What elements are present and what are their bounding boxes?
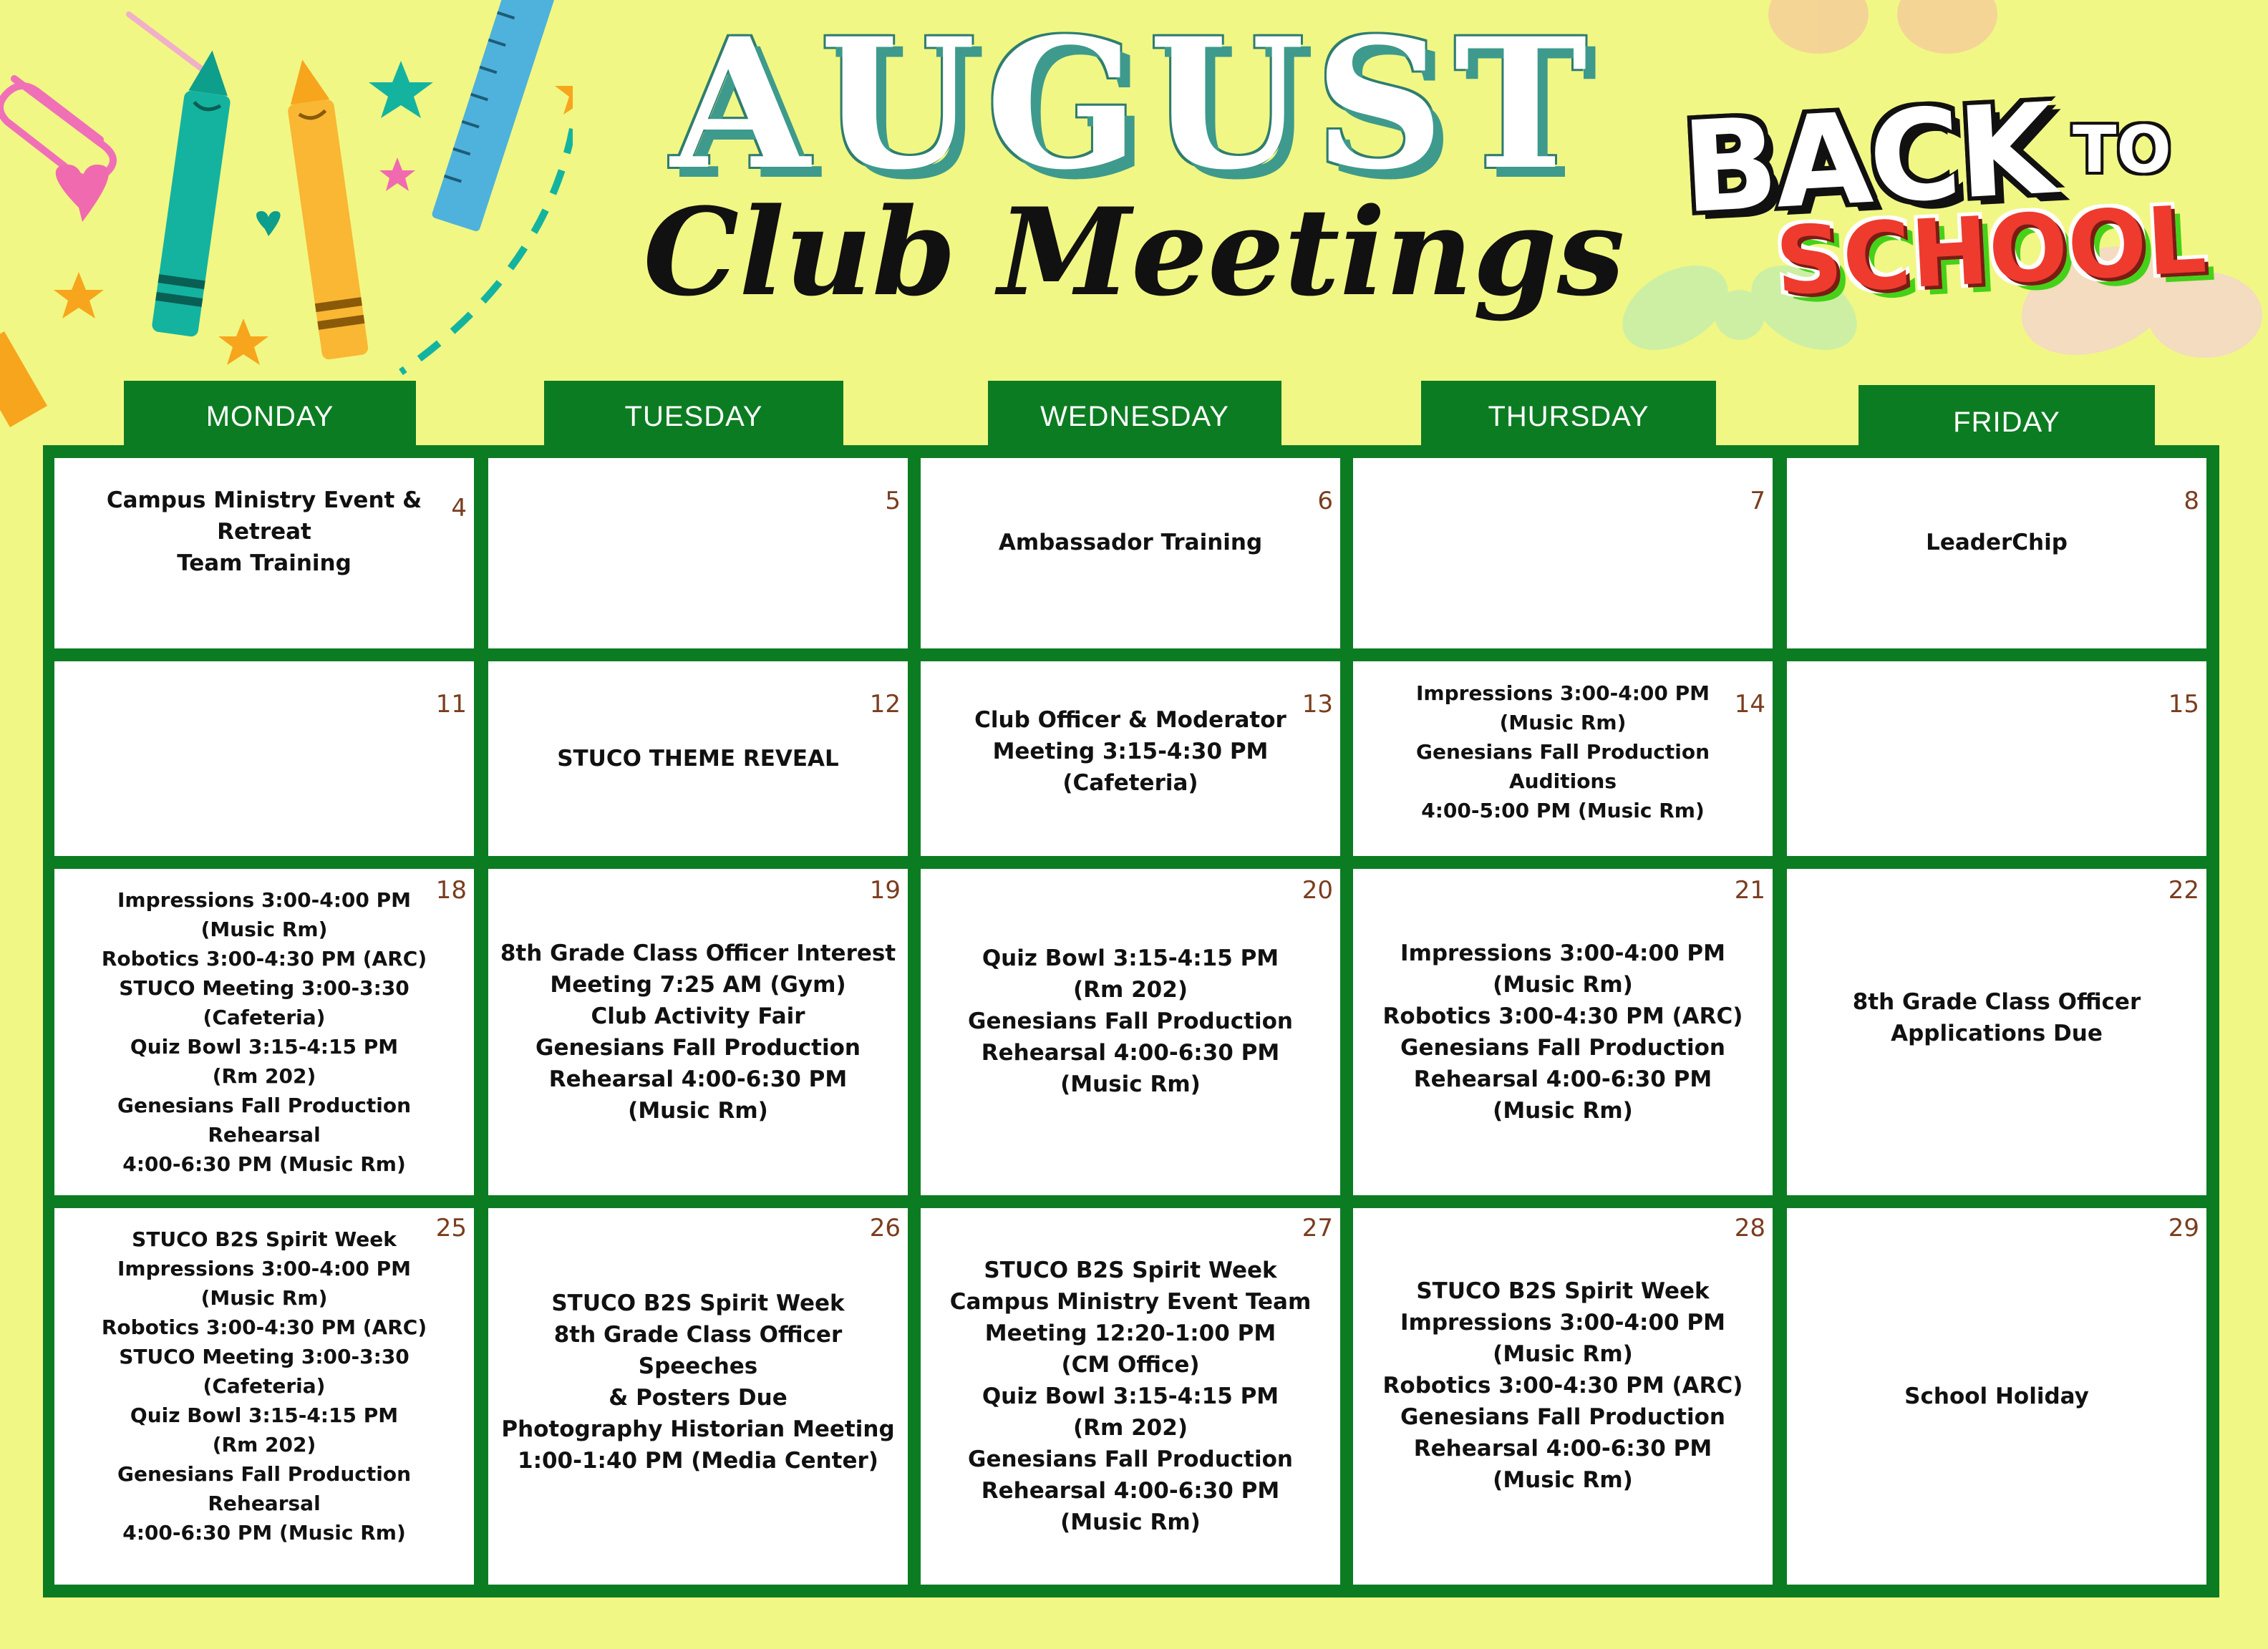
day-cell xyxy=(1787,869,2206,1195)
event-text: STUCO B2S Spirit Week Impressions 3:00-4:00 PM (Music Rm) Robotics 3:00-4:30 PM (ARC) STUCO Meeting 3:00-3:30 (Cafeteria) Quiz Bowl 3:15-4:15 PM (Rm 202) Genesians Fall Production Rehearsal 4:00-6:30 PM (Music Rm) xyxy=(101,1227,427,1545)
page-subtitle: Club Meetings xyxy=(643,181,1625,323)
page-title: AUGUST xyxy=(670,0,1598,209)
date-number: 7 xyxy=(1750,487,1765,515)
event-text: STUCO B2S Spirit Week 8th Grade Class Officer Speeches & Posters Due Photography Historian Meeting 1:00-1:40 PM (Media Center) xyxy=(501,1290,895,1474)
date-number: 6 xyxy=(1317,487,1333,515)
badge-back-text: BACK xyxy=(1679,77,2056,242)
day-cell xyxy=(488,1208,908,1585)
badge-school-text: SCHOOL xyxy=(1773,185,2209,316)
day-cell xyxy=(1787,661,2206,856)
day-cell xyxy=(921,1208,1340,1585)
pencil-icon xyxy=(0,331,47,427)
event-text: Club Officer & Moderator Meeting 3:15-4:30 PM (Cafeteria) xyxy=(974,707,1286,796)
date-number: 15 xyxy=(2168,690,2199,719)
date-number: 25 xyxy=(435,1214,467,1242)
event-text: Impressions 3:00-4:00 PM (Music Rm) Genesians Fall Production Auditions 4:00-5:00 PM (Music Rm) xyxy=(1415,681,1710,822)
date-number: 5 xyxy=(885,487,901,515)
date-number: 22 xyxy=(2168,876,2199,905)
date-number: 18 xyxy=(435,876,467,905)
day-cell xyxy=(1353,458,1773,648)
day-cell xyxy=(921,869,1340,1195)
day-cell xyxy=(1353,661,1773,856)
calendar-grid xyxy=(43,445,2219,1597)
event-text: Impressions 3:00-4:00 PM (Music Rm) Robotics 3:00-4:30 PM (ARC) Genesians Fall Production Rehearsal 4:00-6:30 PM (Music Rm) xyxy=(1382,940,1743,1124)
event-text: STUCO B2S Spirit Week Campus Ministry Event Team Meeting 12:20-1:00 PM (CM Office) Quiz Bowl 3:15-4:15 PM (Rm 202) Genesians Fall Production Rehearsal 4:00-6:30 PM (Music Rm) xyxy=(949,1258,1312,1535)
event-text: Campus Ministry Event & Retreat Team Training xyxy=(106,487,422,576)
day-cell xyxy=(488,661,908,856)
badge-to-text: TO xyxy=(2073,112,2171,188)
day-cell xyxy=(54,458,474,648)
date-number: 4 xyxy=(451,494,467,522)
date-number: 27 xyxy=(1302,1214,1333,1242)
date-number: 12 xyxy=(869,690,901,719)
day-cell xyxy=(921,458,1340,648)
day-cell xyxy=(488,869,908,1195)
event-text: 8th Grade Class Officer Applications Due xyxy=(1852,989,2141,1046)
date-number: 21 xyxy=(1734,876,1765,905)
date-number: 26 xyxy=(869,1214,901,1242)
day-cell xyxy=(54,1208,474,1585)
star-icon xyxy=(218,318,268,365)
day-header-thursday: THURSDAY xyxy=(1421,381,1716,447)
event-text: LeaderChip xyxy=(1926,530,2068,555)
date-number: 28 xyxy=(1734,1214,1765,1242)
day-cell xyxy=(1353,1208,1773,1585)
date-number: 19 xyxy=(869,876,901,905)
event-text: 8th Grade Class Officer Interest Meeting 7:25 AM (Gym) Club Activity Fair Genesians Fall Production Rehearsal 4:00-6:30 PM (Music Rm) xyxy=(500,940,896,1124)
date-number: 11 xyxy=(435,690,467,719)
date-number: 13 xyxy=(1302,690,1333,719)
day-cell xyxy=(921,661,1340,856)
date-number: 20 xyxy=(1302,876,1333,905)
event-text: School Holiday xyxy=(1904,1383,2089,1409)
day-header-wednesday: WEDNESDAY xyxy=(988,381,1281,447)
event-text: STUCO B2S Spirit Week Impressions 3:00-4:00 PM (Music Rm) Robotics 3:00-4:30 PM (ARC) Genesians Fall Production Rehearsal 4:00-6:30 PM (Music Rm) xyxy=(1382,1278,1743,1493)
day-cell xyxy=(54,869,474,1195)
day-header-tuesday: TUESDAY xyxy=(544,381,843,447)
day-cell xyxy=(1353,869,1773,1195)
date-number: 8 xyxy=(2184,487,2199,515)
event-text: Ambassador Training xyxy=(998,530,1263,555)
day-cell xyxy=(1787,458,2206,648)
day-cell xyxy=(54,661,474,856)
date-number: 14 xyxy=(1734,690,1765,719)
day-cell xyxy=(1787,1208,2206,1585)
event-text: Impressions 3:00-4:00 PM (Music Rm) Robotics 3:00-4:30 PM (ARC) STUCO Meeting 3:00-3:30 (Cafeteria) Quiz Bowl 3:15-4:15 PM (Rm 202) Genesians Fall Production Rehearsal 4:00-6:30 PM (Music Rm) xyxy=(101,888,427,1176)
back-to-school-badge xyxy=(1668,77,2209,316)
date-number: 29 xyxy=(2168,1214,2199,1242)
event-text: Quiz Bowl 3:15-4:15 PM (Rm 202) Genesians Fall Production Rehearsal 4:00-6:30 PM (Music Rm) xyxy=(968,945,1293,1097)
day-header-monday: MONDAY xyxy=(124,381,416,447)
day-cell xyxy=(488,458,908,648)
event-text: STUCO THEME REVEAL xyxy=(557,746,839,772)
day-header-friday: FRIDAY xyxy=(1858,385,2155,459)
